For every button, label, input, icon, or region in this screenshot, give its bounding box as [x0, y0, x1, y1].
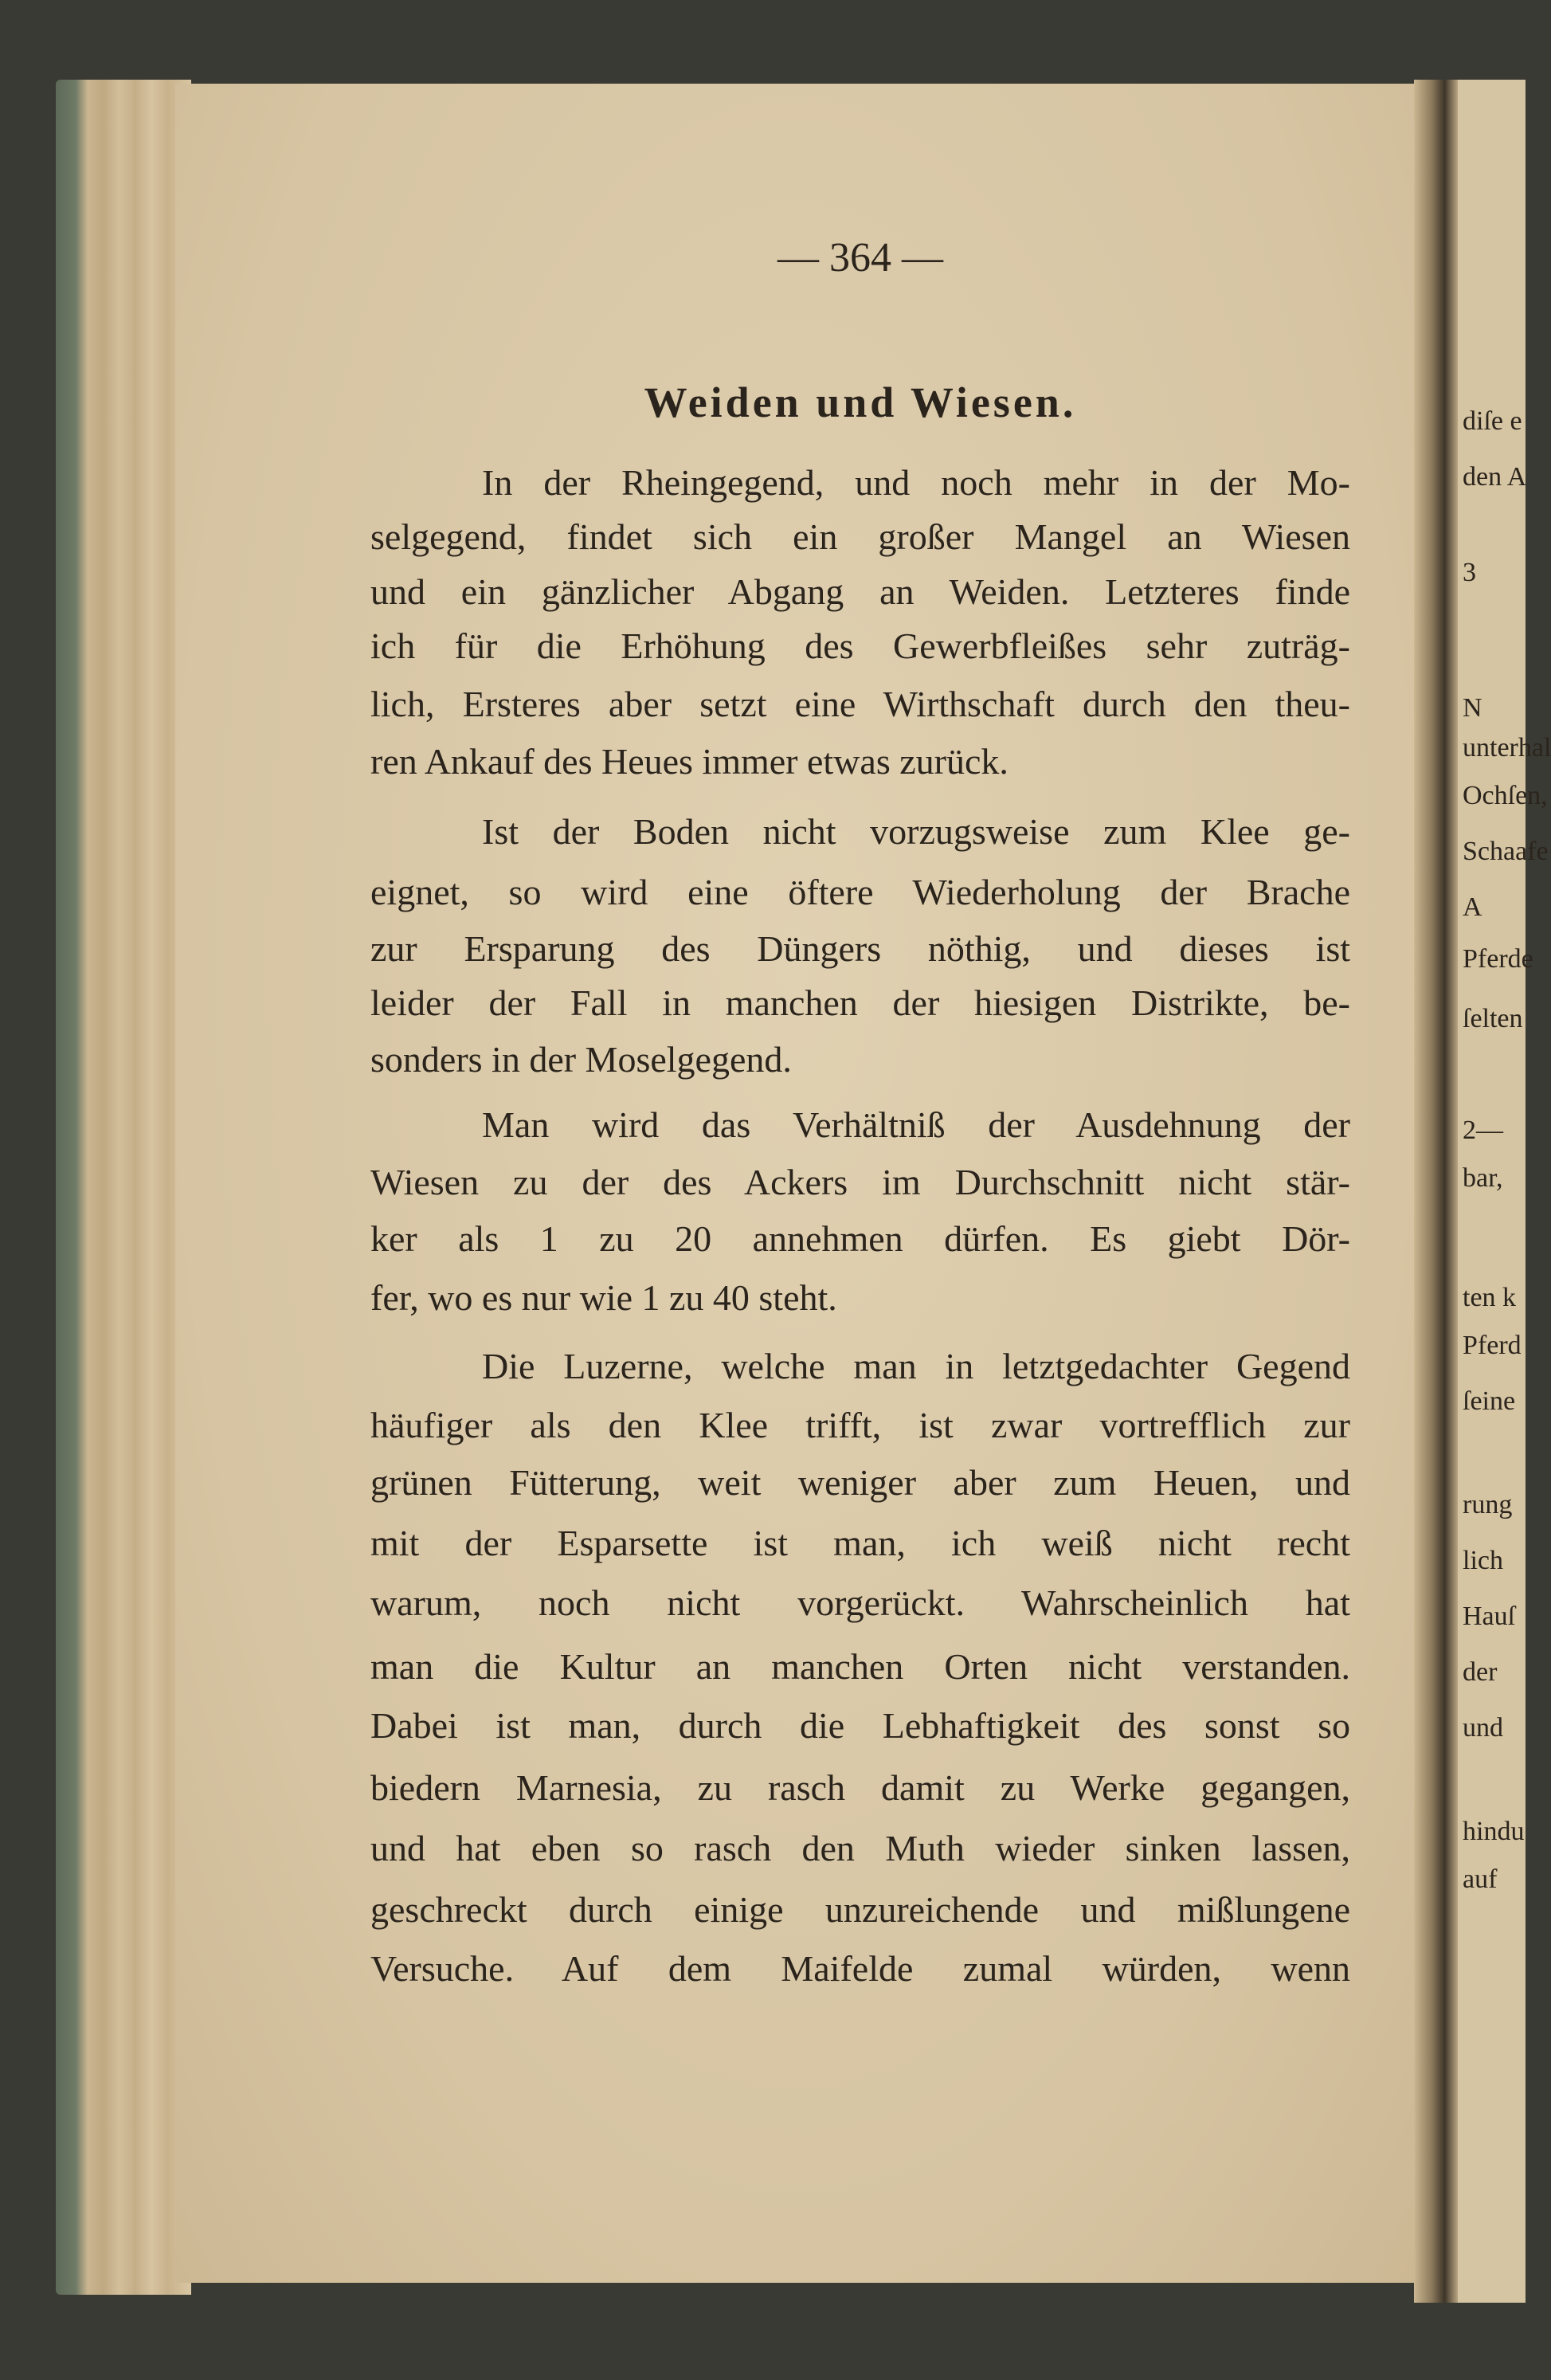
stacked-page-edges	[56, 80, 191, 2295]
text-line: sonders in der Moselgegend.	[370, 1039, 792, 1080]
section-title: Weiden und Wiesen.	[644, 378, 1077, 426]
text-line: biedern Marnesia, zu rasch damit zu Werke gegangen,	[370, 1767, 1350, 1808]
facing-page-fragment: Hauſ	[1463, 1602, 1516, 1631]
facing-page-fragment: ſeine	[1463, 1386, 1516, 1416]
facing-page-fragment: 3	[1463, 558, 1476, 587]
text-line: eignet, so wird eine öftere Wiederholung der Brache	[370, 872, 1350, 912]
facing-page-fragment: Pferde	[1463, 944, 1533, 974]
page-number: — 364 —	[777, 235, 943, 280]
text-line: ren Ankauf des Heues immer etwas zurück.	[370, 741, 1009, 782]
text-line: grünen Fütterung, weit weniger aber zum Heuen, und	[370, 1462, 1350, 1503]
text-line: Dabei ist man, durch die Lebhaftigkeit des sonst so	[370, 1705, 1350, 1746]
facing-page-fragment: N	[1463, 693, 1482, 723]
facing-page-fragment: Schaafe	[1463, 837, 1549, 866]
text-line: zur Ersparung des Düngers nöthig, und dieses ist	[370, 928, 1350, 969]
facing-page-fragment: unterhal	[1463, 733, 1551, 763]
facing-page-fragment: 2—	[1463, 1116, 1503, 1145]
facing-page-fragment: der	[1463, 1657, 1498, 1687]
facing-page-fragment: hindu	[1463, 1817, 1525, 1846]
facing-page-fragment: ſelten	[1463, 1004, 1523, 1033]
facing-page-fragment: Pferd	[1463, 1331, 1522, 1360]
text-line: In der Rheingegend, und noch mehr in der Mo-	[482, 462, 1350, 503]
text-line: Wiesen zu der des Ackers im Durchschnitt nicht stär-	[370, 1162, 1350, 1202]
facing-page-fragment: auf	[1463, 1864, 1498, 1894]
text-line: geschreckt durch einige unzureichende und mißlungene	[370, 1889, 1350, 1930]
facing-page-fragment: und	[1463, 1713, 1503, 1743]
text-line: Versuche. Auf dem Maifelde zumal würden, wenn	[370, 1948, 1350, 1989]
text-line: häufiger als den Klee trifft, ist zwar vortrefflich zur	[370, 1405, 1350, 1445]
facing-page-fragment: den A	[1463, 462, 1527, 492]
book-gutter	[1414, 80, 1458, 2303]
text-line: fer, wo es nur wie 1 zu 40 steht.	[370, 1277, 837, 1318]
text-line: ich für die Erhöhung des Gewerbfleißes sehr zuträg-	[370, 625, 1350, 666]
text-line: Man wird das Verhältniß der Ausdehnung der	[482, 1104, 1350, 1145]
text-line: und ein gänzlicher Abgang an Weiden. Letzteres finde	[370, 571, 1350, 612]
facing-page-fragment: diſe e	[1463, 406, 1522, 436]
facing-page-fragment: Ochſen,	[1463, 781, 1548, 810]
text-line: ker als 1 zu 20 annehmen dürfen. Es giebt Dör-	[370, 1218, 1350, 1259]
facing-page-fragment: rung	[1463, 1490, 1513, 1519]
text-line: Die Luzerne, welche man in letztgedachter Gegend	[482, 1346, 1350, 1386]
facing-page-fragment: ten k	[1463, 1283, 1517, 1312]
text-line: leider der Fall in manchen der hiesigen Distrikte, be-	[370, 982, 1350, 1023]
text-line: Ist der Boden nicht vorzugsweise zum Klee ge-	[482, 811, 1350, 852]
facing-page-edge	[1458, 80, 1551, 2303]
facing-page-fragment: A	[1463, 892, 1482, 922]
text-line: man die Kultur an manchen Orten nicht verstanden.	[370, 1646, 1350, 1687]
facing-page-fragment: bar,	[1463, 1163, 1503, 1193]
text-line: selgegend, findet sich ein großer Mangel an Wiesen	[370, 516, 1350, 557]
facing-page-fragment: lich	[1463, 1546, 1503, 1575]
text-line: mit der Esparsette ist man, ich weiß nicht recht	[370, 1523, 1350, 1563]
text-line: und hat eben so rasch den Muth wieder sinken lassen,	[370, 1828, 1350, 1868]
text-line: warum, noch nicht vorgerückt. Wahrscheinlich hat	[370, 1582, 1350, 1623]
text-line: lich, Ersteres aber setzt eine Wirthschaft durch den theu-	[370, 684, 1350, 724]
